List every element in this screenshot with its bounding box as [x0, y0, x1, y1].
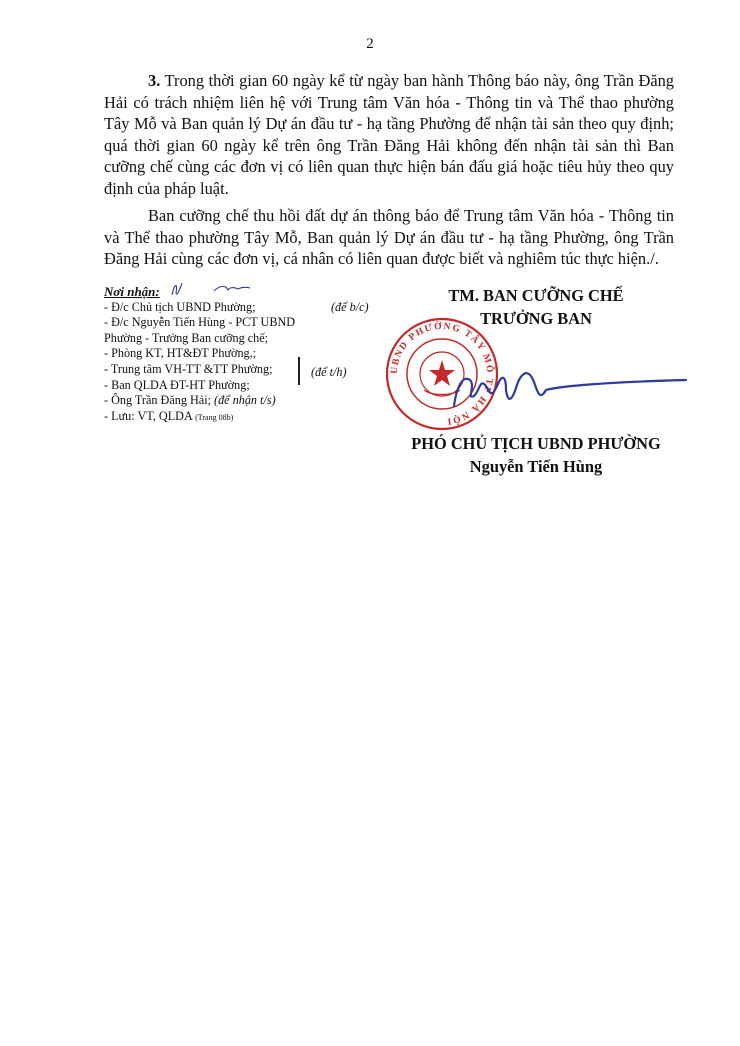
signature-org: TM. BAN CƯỠNG CHẾ	[448, 286, 624, 305]
signatory-block	[386, 432, 686, 478]
recipient-note-report: (để b/c)	[331, 300, 369, 314]
page-number: 2	[366, 36, 374, 52]
recipient-item: - Đ/c Nguyễn Tiến Hùng - PCT UBND	[104, 315, 296, 330]
handwritten-initials-icon	[168, 279, 258, 301]
recipients-heading: Nơi nhận:	[104, 284, 160, 299]
recipient-note-implement: (để t/h)	[311, 365, 347, 379]
paragraph-closing: Ban cưỡng chế thu hồi đất dự án thông báo để Trung tâm Văn hóa - Thông tin và Thể thao phường Tây Mỗ, Ban quản lý Dự án đầu tư - hạ tầng Phường, ông Trần Đăng Hải cùng các đơn vị, cá nhân có liên quan được biết và nghiêm túc thực hiện./.	[104, 206, 674, 268]
paragraph-3-text: Trong thời gian 60 ngày kể từ ngày ban hành Thông báo này, ông Trần Đăng Hải có trách nhiệm liên hệ với Trung tâm Văn hóa - Thông tin và Thể thao phường Tây Mỗ và Ban quản lý Dự án đầu tư - hạ tầng Phường để nhận tài sản theo quy định; quá thời gian 60 ngày kể trên ông Trần Đăng Hải không đến nhận tài sản thì Ban cưỡng chế cùng các đơn vị có liên quan thực hiện bán đấu giá hoặc tiêu hủy theo quy định của pháp luật.	[104, 71, 674, 198]
document-body	[104, 70, 674, 276]
recipient-item: - Phòng KT, HT&ĐT Phường,;	[104, 346, 257, 361]
recipient-item-text: - Lưu: VT, QLDA	[104, 408, 193, 423]
paragraph-3-number: 3.	[148, 71, 161, 90]
recipient-item: - Trung tâm VH-TT &TT Phường;	[104, 361, 273, 376]
recipient-item: Phường - Trưởng Ban cưỡng chế;	[104, 330, 269, 345]
handwritten-signature-icon	[450, 360, 690, 420]
paragraph-3	[104, 70, 674, 199]
recipient-item: - Đ/c Chủ tịch UBND Phường;	[104, 299, 256, 314]
signatory-position: PHÓ CHỦ TỊCH UBND PHƯỜNG	[411, 434, 661, 453]
recipient-page-ref: (Trang 08b)	[195, 412, 234, 422]
group-brace	[298, 357, 300, 385]
seal-text: UBND PHƯỜNG TÂY MỖ TP HÀ NỘI	[389, 321, 495, 426]
signature-title: TRƯỞNG BAN	[480, 309, 592, 328]
recipient-item: - Ban QLDA ĐT-HT Phường;	[104, 377, 250, 392]
recipient-note: (để nhận t/s)	[214, 393, 276, 408]
recipient-item	[104, 393, 404, 409]
recipient-item	[104, 409, 404, 426]
signatory-name: Nguyễn Tiến Hùng	[469, 457, 603, 476]
recipient-item-text: - Ông Trần Đăng Hải;	[104, 393, 211, 408]
